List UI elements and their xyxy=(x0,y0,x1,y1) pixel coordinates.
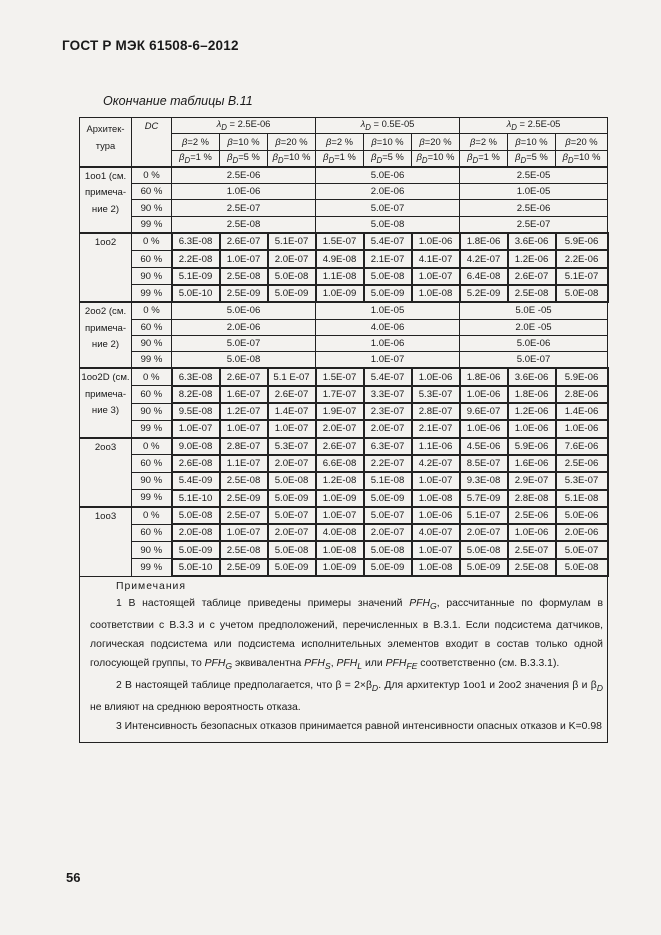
value-cell: 5.1 E-07 xyxy=(268,368,316,385)
table-row xyxy=(80,250,608,267)
note-1: 1 В настоящей таблице приведены примеры значений $PFH_G$, рассчитанные по формулам в соответствии с В.3.3 и с учетом предположений, перечисленных в В.3.1. Если подсистема датчиков, логическая подсистема или подсистема исполнительных элементов входит в состав только одной голосующей группы, то $PFH_G$ эквивалентна $PFH_S$, $PFH_L$ или $PFH_{FE}$ соответственно (см. В.3.3.1). xyxy=(90,598,603,672)
value-cell: 5.0E-06 xyxy=(316,167,460,184)
value-cell: 2.6E-07 xyxy=(508,268,556,285)
value-cell: 5.0E-08 xyxy=(268,541,316,558)
value-cell: 9.5E-08 xyxy=(172,403,220,420)
value-cell: 5.1E-08 xyxy=(556,490,608,507)
architecture-cell: 1oo3 xyxy=(80,507,132,576)
architecture-cell: 1oo2 xyxy=(80,233,132,302)
table-row xyxy=(80,268,608,285)
dc-cell: 0 % xyxy=(132,368,172,385)
value-cell: 2.8E-07 xyxy=(220,438,268,455)
table-row xyxy=(80,352,608,369)
value-cell: 5.0E-07 xyxy=(460,352,608,369)
value-cell: 5.0E-10 xyxy=(172,559,220,576)
dc-cell: 99 % xyxy=(132,490,172,507)
value-cell: 3.6E-06 xyxy=(508,233,556,250)
dc-cell: 0 % xyxy=(132,507,172,524)
value-cell: 1.0E-07 xyxy=(220,250,268,267)
value-cell: 5.0E-09 xyxy=(364,285,412,302)
value-cell: 2.0E-07 xyxy=(268,250,316,267)
value-cell: 2.5E-06 xyxy=(508,507,556,524)
value-cell: 7.6E-06 xyxy=(556,438,608,455)
value-cell: 4.1E-07 xyxy=(412,250,460,267)
header-beta-d: $\beta_D=10$ % xyxy=(268,150,316,167)
architecture-group xyxy=(80,507,608,576)
value-cell: 5.1E-10 xyxy=(172,490,220,507)
value-cell: 1.0E-05 xyxy=(460,184,608,200)
value-cell: 1.0E-09 xyxy=(316,285,364,302)
header-beta-d: $\beta_D=5$ % xyxy=(364,150,412,167)
value-cell: 2.3E-07 xyxy=(364,403,412,420)
value-cell: 1.0E-09 xyxy=(316,490,364,507)
value-cell: 5.0E-10 xyxy=(172,285,220,302)
note-3: 3 Интенсивность безопасных отказов принимается равной интенсивности опасных отказов и K=0.98 xyxy=(116,721,602,733)
table-caption: Окончание таблицы В.11 xyxy=(103,94,253,108)
value-cell: 1.2E-08 xyxy=(316,472,364,489)
document-header: ГОСТ Р МЭК 61508-6–2012 xyxy=(62,38,239,53)
header-beta: β=2 % xyxy=(172,134,220,150)
value-cell: 1.8E-06 xyxy=(460,368,508,385)
table-row xyxy=(80,507,608,524)
dc-cell: 99 % xyxy=(132,216,172,233)
value-cell: 1.0E-05 xyxy=(316,302,460,319)
value-cell: 5.0E-09 xyxy=(268,285,316,302)
value-cell: 5.0E-07 xyxy=(364,507,412,524)
value-cell: 2.6E-07 xyxy=(220,233,268,250)
value-cell: 2.0E-07 xyxy=(316,420,364,437)
value-cell: 5.0E-09 xyxy=(364,559,412,576)
value-cell: 5.1E-08 xyxy=(364,472,412,489)
value-cell: 2.6E-07 xyxy=(220,368,268,385)
value-cell: 1.0E-07 xyxy=(316,352,460,369)
value-cell: 5.0E -05 xyxy=(460,302,608,319)
table-row xyxy=(80,559,608,576)
value-cell: 8.2E-08 xyxy=(172,386,220,403)
value-cell: 2.5E-06 xyxy=(460,200,608,216)
header-dc: DC xyxy=(132,118,172,167)
value-cell: 1.2E-07 xyxy=(220,403,268,420)
header-beta: β=2 % xyxy=(316,134,364,150)
value-cell: 5.0E-08 xyxy=(172,352,316,369)
dc-cell: 0 % xyxy=(132,233,172,250)
value-cell: 2.0E-06 xyxy=(316,184,460,200)
table-row xyxy=(80,541,608,558)
header-beta-d: $\beta_D=5$ % xyxy=(220,150,268,167)
value-cell: 2.5E-06 xyxy=(556,455,608,472)
header-beta-d: $\beta_D=1$ % xyxy=(172,150,220,167)
value-cell: 2.8E-07 xyxy=(412,403,460,420)
dc-cell: 90 % xyxy=(132,472,172,489)
value-cell: 2.8E-08 xyxy=(508,490,556,507)
value-cell: 5.0E-08 xyxy=(316,216,460,233)
value-cell: 5.7E-09 xyxy=(460,490,508,507)
value-cell: 2.2E-08 xyxy=(172,250,220,267)
value-cell: 1.0E-08 xyxy=(412,285,460,302)
table-row xyxy=(80,184,608,200)
header-beta: β=10 % xyxy=(220,134,268,150)
dc-cell: 99 % xyxy=(132,285,172,302)
value-cell: 2.2E-07 xyxy=(364,455,412,472)
dc-cell: 60 % xyxy=(132,386,172,403)
architecture-group xyxy=(80,438,608,507)
value-cell: 5.0E-07 xyxy=(172,335,316,351)
header-architecture: Архитек-тура xyxy=(80,118,132,167)
value-cell: 5.9E-06 xyxy=(556,233,608,250)
note-2: 2 В настоящей таблице предполагается, что $\beta = 2\times\beta_D$. Для архитектур 1oo1 и 2oo2 значения β и $\beta_D$ не влияют на среднюю вероятность отказа. xyxy=(90,680,603,714)
notes-block xyxy=(79,577,608,743)
header-beta: β=20 % xyxy=(268,134,316,150)
value-cell: 1.5E-07 xyxy=(316,233,364,250)
table-row xyxy=(80,490,608,507)
value-cell: 2.1E-07 xyxy=(412,420,460,437)
value-cell: 9.6E-07 xyxy=(460,403,508,420)
table-row xyxy=(80,386,608,403)
value-cell: 1.4E-07 xyxy=(268,403,316,420)
table-row xyxy=(80,200,608,216)
dc-cell: 99 % xyxy=(132,352,172,369)
dc-cell: 60 % xyxy=(132,250,172,267)
value-cell: 4.0E-06 xyxy=(316,319,460,335)
value-cell: 5.1E-09 xyxy=(172,268,220,285)
value-cell: 2.2E-06 xyxy=(556,250,608,267)
value-cell: 5.4E-07 xyxy=(364,368,412,385)
value-cell: 2.5E-08 xyxy=(220,268,268,285)
value-cell: 2.5E-07 xyxy=(220,507,268,524)
value-cell: 2.5E-09 xyxy=(220,490,268,507)
value-cell: 5.0E-08 xyxy=(364,268,412,285)
value-cell: 5.0E-08 xyxy=(460,541,508,558)
value-cell: 1.0E-06 xyxy=(460,386,508,403)
dc-cell: 99 % xyxy=(132,559,172,576)
table-row xyxy=(80,216,608,233)
value-cell: 5.0E-06 xyxy=(556,507,608,524)
value-cell: 3.3E-07 xyxy=(364,386,412,403)
dc-cell: 90 % xyxy=(132,335,172,351)
table-row xyxy=(80,524,608,541)
value-cell: 1.7E-07 xyxy=(316,386,364,403)
value-cell: 5.4E-07 xyxy=(364,233,412,250)
value-cell: 1.6E-06 xyxy=(508,455,556,472)
dc-cell: 90 % xyxy=(132,403,172,420)
value-cell: 2.5E-06 xyxy=(172,167,316,184)
value-cell: 6.3E-07 xyxy=(364,438,412,455)
header-beta-d: $\beta_D=1$ % xyxy=(316,150,364,167)
architecture-group xyxy=(80,368,608,437)
value-cell: 9.3E-08 xyxy=(460,472,508,489)
value-cell: 5.0E-08 xyxy=(268,472,316,489)
value-cell: 1.0E-07 xyxy=(412,268,460,285)
value-cell: 2.0E-07 xyxy=(364,420,412,437)
value-cell: 5.0E-08 xyxy=(172,507,220,524)
value-cell: 1.8E-06 xyxy=(460,233,508,250)
value-cell: 5.1E-07 xyxy=(460,507,508,524)
value-cell: 2.5E-08 xyxy=(508,559,556,576)
value-cell: 6.4E-08 xyxy=(460,268,508,285)
architecture-cell: 2oo2 (см. примеча-ние 2) xyxy=(80,302,132,368)
header-beta-d: $\beta_D=10$ % xyxy=(556,150,608,167)
value-cell: 1.0E-06 xyxy=(172,184,316,200)
value-cell: 5.4E-09 xyxy=(172,472,220,489)
value-cell: 1.5E-07 xyxy=(316,368,364,385)
value-cell: 2.5E-08 xyxy=(220,472,268,489)
architecture-cell: 1oo1 (см. примеча-ние 2) xyxy=(80,167,132,233)
value-cell: 1.0E-06 xyxy=(412,507,460,524)
value-cell: 1.0E-06 xyxy=(508,420,556,437)
value-cell: 1.0E-07 xyxy=(172,420,220,437)
value-cell: 1.0E-06 xyxy=(460,420,508,437)
value-cell: 5.0E-09 xyxy=(268,559,316,576)
value-cell: 4.2E-07 xyxy=(412,455,460,472)
value-cell: 6.3E-08 xyxy=(172,368,220,385)
value-cell: 2.5E-05 xyxy=(460,167,608,184)
value-cell: 5.9E-06 xyxy=(556,368,608,385)
value-cell: 6.6E-08 xyxy=(316,455,364,472)
value-cell: 4.2E-07 xyxy=(460,250,508,267)
results-table xyxy=(79,117,607,577)
value-cell: 1.0E-07 xyxy=(220,524,268,541)
value-cell: 2.5E-08 xyxy=(220,541,268,558)
value-cell: 2.6E-07 xyxy=(316,438,364,455)
value-cell: 5.9E-06 xyxy=(508,438,556,455)
value-cell: 1.6E-07 xyxy=(220,386,268,403)
value-cell: 2.0E-07 xyxy=(268,524,316,541)
architecture-cell: 2oo3 xyxy=(80,438,132,507)
value-cell: 5.0E-08 xyxy=(364,541,412,558)
header-beta-d: $\beta_D=5$ % xyxy=(508,150,556,167)
value-cell: 1.4E-06 xyxy=(556,403,608,420)
value-cell: 1.0E-06 xyxy=(412,368,460,385)
value-cell: 5.0E-09 xyxy=(364,490,412,507)
dc-cell: 90 % xyxy=(132,268,172,285)
value-cell: 5.2E-09 xyxy=(460,285,508,302)
notes-title: Примечания xyxy=(116,581,186,592)
value-cell: 5.1E-07 xyxy=(556,268,608,285)
page-number: 56 xyxy=(66,870,81,885)
table-row xyxy=(80,403,608,420)
architecture-cell: 1oo2D (см. примеча-ние 3) xyxy=(80,368,132,437)
value-cell: 1.9E-07 xyxy=(316,403,364,420)
header-beta: β=20 % xyxy=(556,134,608,150)
value-cell: 4.0E-07 xyxy=(412,524,460,541)
value-cell: 1.0E-07 xyxy=(412,541,460,558)
value-cell: 3.6E-06 xyxy=(508,368,556,385)
value-cell: 1.1E-08 xyxy=(316,268,364,285)
value-cell: 1.0E-07 xyxy=(220,420,268,437)
value-cell: 2.5E-09 xyxy=(220,285,268,302)
value-cell: 4.5E-06 xyxy=(460,438,508,455)
dc-cell: 0 % xyxy=(132,438,172,455)
value-cell: 2.0E-08 xyxy=(172,524,220,541)
value-cell: 5.0E-09 xyxy=(460,559,508,576)
header-beta-d: $\beta_D=10$ % xyxy=(412,150,460,167)
header-lambda-3: $\lambda_D = 2.5E-05$ xyxy=(460,118,608,134)
value-cell: 1.1E-07 xyxy=(220,455,268,472)
value-cell: 5.1E-07 xyxy=(268,233,316,250)
value-cell: 5.0E-07 xyxy=(316,200,460,216)
header-beta: β=10 % xyxy=(364,134,412,150)
header-beta: β=10 % xyxy=(508,134,556,150)
value-cell: 5.0E-08 xyxy=(556,285,608,302)
value-cell: 5.3E-07 xyxy=(412,386,460,403)
value-cell: 6.3E-08 xyxy=(172,233,220,250)
value-cell: 9.0E-08 xyxy=(172,438,220,455)
value-cell: 4.9E-08 xyxy=(316,250,364,267)
dc-cell: 60 % xyxy=(132,524,172,541)
value-cell: 1.0E-09 xyxy=(316,559,364,576)
value-cell: 2.6E-08 xyxy=(172,455,220,472)
dc-cell: 0 % xyxy=(132,167,172,184)
table-row xyxy=(80,233,608,250)
value-cell: 2.8E-06 xyxy=(556,386,608,403)
value-cell: 2.5E-07 xyxy=(460,216,608,233)
header-beta: β=2 % xyxy=(460,134,508,150)
architecture-group xyxy=(80,302,608,368)
table-row xyxy=(80,302,608,319)
value-cell: 1.0E-07 xyxy=(268,420,316,437)
value-cell: 2.5E-07 xyxy=(508,541,556,558)
value-cell: 2.5E-08 xyxy=(172,216,316,233)
table-row xyxy=(80,285,608,302)
value-cell: 2.5E-07 xyxy=(172,200,316,216)
value-cell: 1.0E-06 xyxy=(316,335,460,351)
value-cell: 2.9E-07 xyxy=(508,472,556,489)
dc-cell: 60 % xyxy=(132,319,172,335)
table-row xyxy=(80,420,608,437)
dc-cell: 99 % xyxy=(132,420,172,437)
value-cell: 4.0E-08 xyxy=(316,524,364,541)
value-cell: 5.0E-08 xyxy=(268,268,316,285)
value-cell: 2.1E-07 xyxy=(364,250,412,267)
dc-cell: 60 % xyxy=(132,184,172,200)
value-cell: 2.0E-07 xyxy=(364,524,412,541)
dc-cell: 60 % xyxy=(132,455,172,472)
table-row xyxy=(80,455,608,472)
value-cell: 5.3E-07 xyxy=(268,438,316,455)
value-cell: 1.0E-07 xyxy=(316,507,364,524)
table-row xyxy=(80,335,608,351)
value-cell: 5.0E-08 xyxy=(556,559,608,576)
value-cell: 5.0E-07 xyxy=(556,541,608,558)
value-cell: 1.8E-06 xyxy=(508,386,556,403)
value-cell: 2.6E-07 xyxy=(268,386,316,403)
value-cell: 1.0E-06 xyxy=(556,420,608,437)
value-cell: 1.2E-06 xyxy=(508,250,556,267)
value-cell: 1.2E-06 xyxy=(508,403,556,420)
value-cell: 1.0E-08 xyxy=(412,490,460,507)
table-row xyxy=(80,368,608,385)
dc-cell: 0 % xyxy=(132,302,172,319)
value-cell: 5.3E-07 xyxy=(556,472,608,489)
value-cell: 8.5E-07 xyxy=(460,455,508,472)
value-cell: 1.0E-06 xyxy=(508,524,556,541)
table-row xyxy=(80,438,608,455)
value-cell: 2.5E-08 xyxy=(508,285,556,302)
value-cell: 5.0E-09 xyxy=(268,490,316,507)
value-cell: 2.5E-09 xyxy=(220,559,268,576)
value-cell: 1.0E-06 xyxy=(412,233,460,250)
value-cell: 5.0E-09 xyxy=(172,541,220,558)
value-cell: 2.0E-06 xyxy=(556,524,608,541)
value-cell: 5.0E-06 xyxy=(172,302,316,319)
value-cell: 2.0E-06 xyxy=(172,319,316,335)
header-lambda-1: $\lambda_D = 2.5E-06$ xyxy=(172,118,316,134)
value-cell: 1.0E-07 xyxy=(412,472,460,489)
value-cell: 2.0E -05 xyxy=(460,319,608,335)
dc-cell: 90 % xyxy=(132,200,172,216)
value-cell: 1.1E-06 xyxy=(412,438,460,455)
value-cell: 5.0E-06 xyxy=(460,335,608,351)
architecture-group xyxy=(80,167,608,233)
table-row xyxy=(80,472,608,489)
value-cell: 2.0E-07 xyxy=(460,524,508,541)
value-cell: 1.0E-08 xyxy=(412,559,460,576)
value-cell: 2.0E-07 xyxy=(268,455,316,472)
value-cell: 1.0E-08 xyxy=(316,541,364,558)
dc-cell: 90 % xyxy=(132,541,172,558)
table-row xyxy=(80,167,608,184)
header-lambda-2: $\lambda_D = 0.5E-05$ xyxy=(316,118,460,134)
architecture-group xyxy=(80,233,608,302)
table-row xyxy=(80,319,608,335)
value-cell: 5.0E-07 xyxy=(268,507,316,524)
header-beta-d: $\beta_D=1$ % xyxy=(460,150,508,167)
header-beta: β=20 % xyxy=(412,134,460,150)
